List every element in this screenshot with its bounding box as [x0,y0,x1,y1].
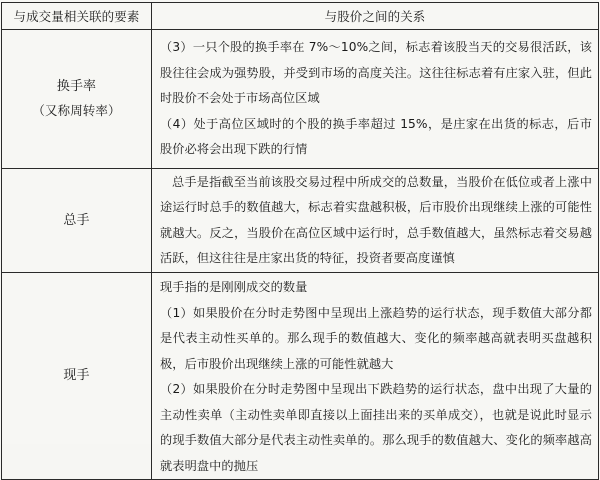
relation-paragraph: （1）如果股价在分时走势图中呈现出上涨趋势的运行状态，现手数值大部分都是代表主动性买单的。那么现手的数值越大、变化的频率越高就表明买盘越积极，后市股价出现继续上涨的可能性就越大 [160,305,592,371]
header-factor: 与成交量相关联的要素 [2,3,152,30]
relation-paragraph: 现手指的是刚刚成交的数量 [160,280,308,294]
table-row [2,169,599,273]
factor-name: 现手 [63,368,90,383]
relation-paragraph: （3）一只个股的换手率在 7%～10%之间，标志着该股当天的交易很活跃，该股往往会成为强势股，并受到市场的高度关注。这往往标志着有庄家入驻，但此时股价不会处于市场高位区域 [160,40,592,106]
factor-cell-current [2,273,152,480]
relation-paragraph: （4）处于高位区域时的个股的换手率超过 15%，是庄家在出货的标志，后市股价必将会出现下跌的行情 [160,116,592,157]
relation-cell-current [152,273,599,480]
table-row [2,30,599,169]
relation-table [1,2,599,480]
relation-paragraph: 总手是指截至当前该股交易过程中所成交的总数量，当股价在低位或者上涨中途运行时总手的数值越大，标志着实盘越积极，后市股价出现继续上涨的可能性就越大。反之，当股价在高位区域中运行时，总手数值越大，虽然标志着交易越活跃，但这往往是庄家出货的特征，投资者要高度谨慎 [160,174,592,265]
table-header-row [2,3,599,30]
table-row [2,273,599,480]
relation-cell-turnover [152,30,599,169]
factor-cell-total [2,169,152,273]
factor-name: 换手率 [56,79,97,94]
factor-cell-turnover [2,30,152,169]
factor-subname: （又称周转率） [32,103,121,118]
header-relation: 与股价之间的关系 [152,3,599,30]
relation-paragraph: （2）如果股价在分时走势图中呈现出下跌趋势的运行状态，盘中出现了大量的主动性卖单（主动性卖单即直接以上面挂出来的买单成交），也就是说此时显示的现手数值大部分是代表主动性卖单的。那么现手的数值越大、变化的频率越高就表明盘中的抛压 [160,382,592,473]
relation-cell-total [152,169,599,273]
factor-name: 总手 [63,212,90,228]
